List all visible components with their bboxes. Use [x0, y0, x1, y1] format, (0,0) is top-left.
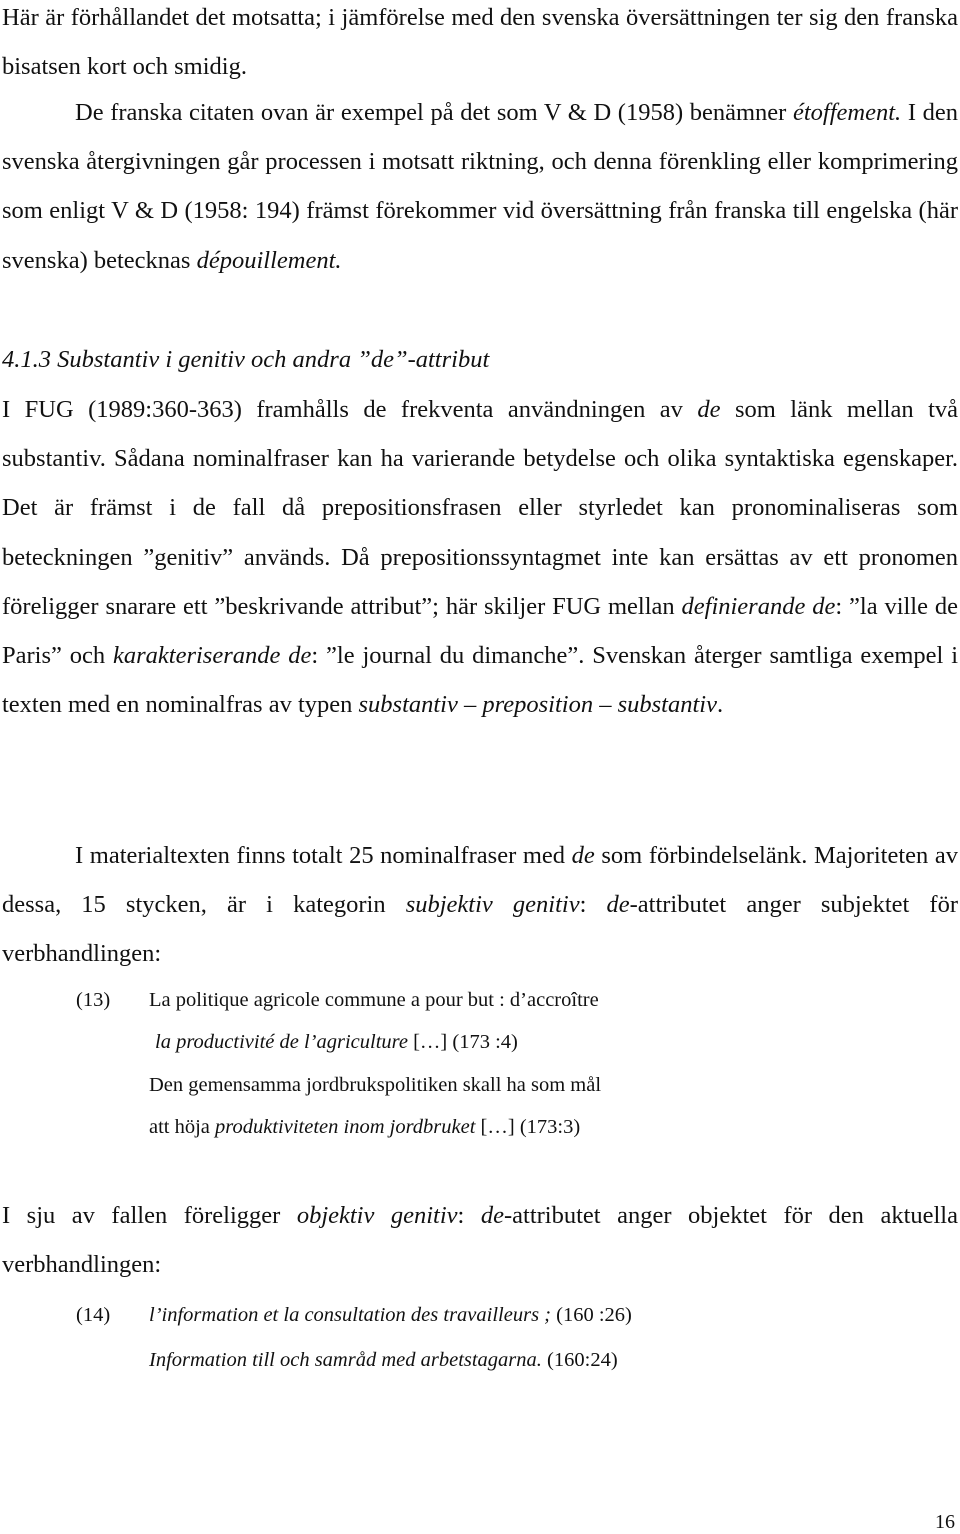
- paragraph-3-text-d: : ”le journal du dimanche”. Svenskan återger samtliga exempel i texten med en nominalfras av typen: [2, 642, 959, 719]
- paragraph-3-text-a: I FUG (1989:360-363) framhålls de frekventa användningen av: [2, 396, 698, 423]
- page-number: 16: [935, 1511, 955, 1533]
- dash: –: [593, 691, 618, 719]
- example-line: Den gemensamma jordbrukspolitiken skall ha som mål: [149, 1074, 602, 1096]
- example-number: (14): [76, 1304, 111, 1326]
- term-subjektiv-genitiv: subjektiv genitiv: [405, 891, 580, 919]
- section-heading: 4.1.3 Substantiv i genitiv och andra ”de”-attribut: [2, 346, 490, 373]
- paragraph-5: [2, 1191, 958, 1289]
- term-de: de: [606, 891, 630, 919]
- term-de: de: [480, 1202, 504, 1229]
- example-line: La politique agricole commune a pour but : d’accroître: [149, 989, 599, 1011]
- example-reference: (160 :26): [551, 1304, 632, 1326]
- example-reference: […] (173 :4): [407, 1031, 518, 1053]
- colon: :: [457, 1202, 481, 1229]
- paragraph-4: [2, 831, 958, 979]
- paragraph-4-text-b: som förbindelselänk. Majoriteten av dessa, 15 stycken, är i kategorin: [2, 842, 959, 919]
- term-preposition: preposition: [482, 691, 594, 719]
- example-number: (13): [76, 989, 111, 1011]
- term-de: de: [697, 396, 721, 423]
- paragraph-5-text-b: -attributet anger objektet för den aktuella verbhandlingen:: [2, 1202, 958, 1279]
- term-substantiv: substantiv: [617, 691, 717, 719]
- paragraph-5-text-a: I sju av fallen föreligger: [2, 1202, 297, 1229]
- example-reference: […] (173:3): [475, 1116, 581, 1138]
- term-etoffement: étoffement.: [793, 99, 902, 126]
- paragraph-3-text-c: : ”la ville de Paris” och: [2, 592, 958, 670]
- paragraph-2: [2, 88, 958, 285]
- period: .: [716, 691, 724, 719]
- paragraph-4-text-a: I materialtexten finns totalt 25 nominalfraser med: [75, 842, 572, 869]
- paragraph-1: [2, 0, 958, 91]
- example-emphasis: l’information et la consultation des travailleurs ;: [149, 1304, 552, 1326]
- term-definierande-de: definierande de: [681, 592, 836, 620]
- example-line: [149, 1339, 618, 1382]
- paragraph-2-text-a: De franska citaten ovan är exempel på det som V & D (1958) benämner: [75, 99, 793, 126]
- term-substantiv: substantiv: [358, 691, 458, 719]
- example-line: [149, 1106, 580, 1149]
- paragraph-3-text-b: som länk mellan två substantiv. Sådana nominalfraser kan ha varierande betydelse och olika syntaktiska egenskaper. Det är främst i de fall då prepositionsfrasen eller styrledet kan pronominaliseras som beteckningen ”genitiv” används. Då prepositionssyntagmet inte kan ersättas av ett pronomen föreligger snarare ett ”beskrivande attribut”; här skiljer FUG mellan: [2, 396, 959, 620]
- term-karakteriserande-de: karakteriserande de: [113, 642, 312, 670]
- example-emphasis: Information till och samråd med arbetstagarna.: [149, 1349, 542, 1371]
- example-line: [149, 1294, 632, 1337]
- paragraph-1-text: Här är förhållandet det motsatta; i jämförelse med den svenska översättningen ter sig den franska bisatsen kort och smidig.: [2, 4, 958, 81]
- colon: :: [579, 891, 607, 919]
- term-depouillement: dépouillement.: [196, 246, 342, 274]
- example-line: [155, 1021, 518, 1064]
- example-reference: (160:24): [541, 1349, 618, 1371]
- paragraph-4-text-c: -attributet anger subjektet för verbhandlingen:: [2, 891, 958, 968]
- dash: –: [457, 691, 483, 719]
- example-emphasis: produktiviteten inom jordbruket: [215, 1116, 476, 1138]
- paragraph-2-text-b: I den svenska återgivningen går processen i motsatt riktning, och denna förenkling eller komprimering som enligt V & D (1958: 194) främst förekommer vid översättning från franska till engelska (här svenska) betecknas: [2, 99, 958, 274]
- example-emphasis: la productivité de l’agriculture: [155, 1031, 408, 1053]
- example-text: att höja: [149, 1116, 216, 1138]
- paragraph-3: [2, 385, 958, 729]
- term-objektiv-genitiv: objektiv genitiv: [296, 1202, 458, 1229]
- term-de: de: [571, 842, 595, 869]
